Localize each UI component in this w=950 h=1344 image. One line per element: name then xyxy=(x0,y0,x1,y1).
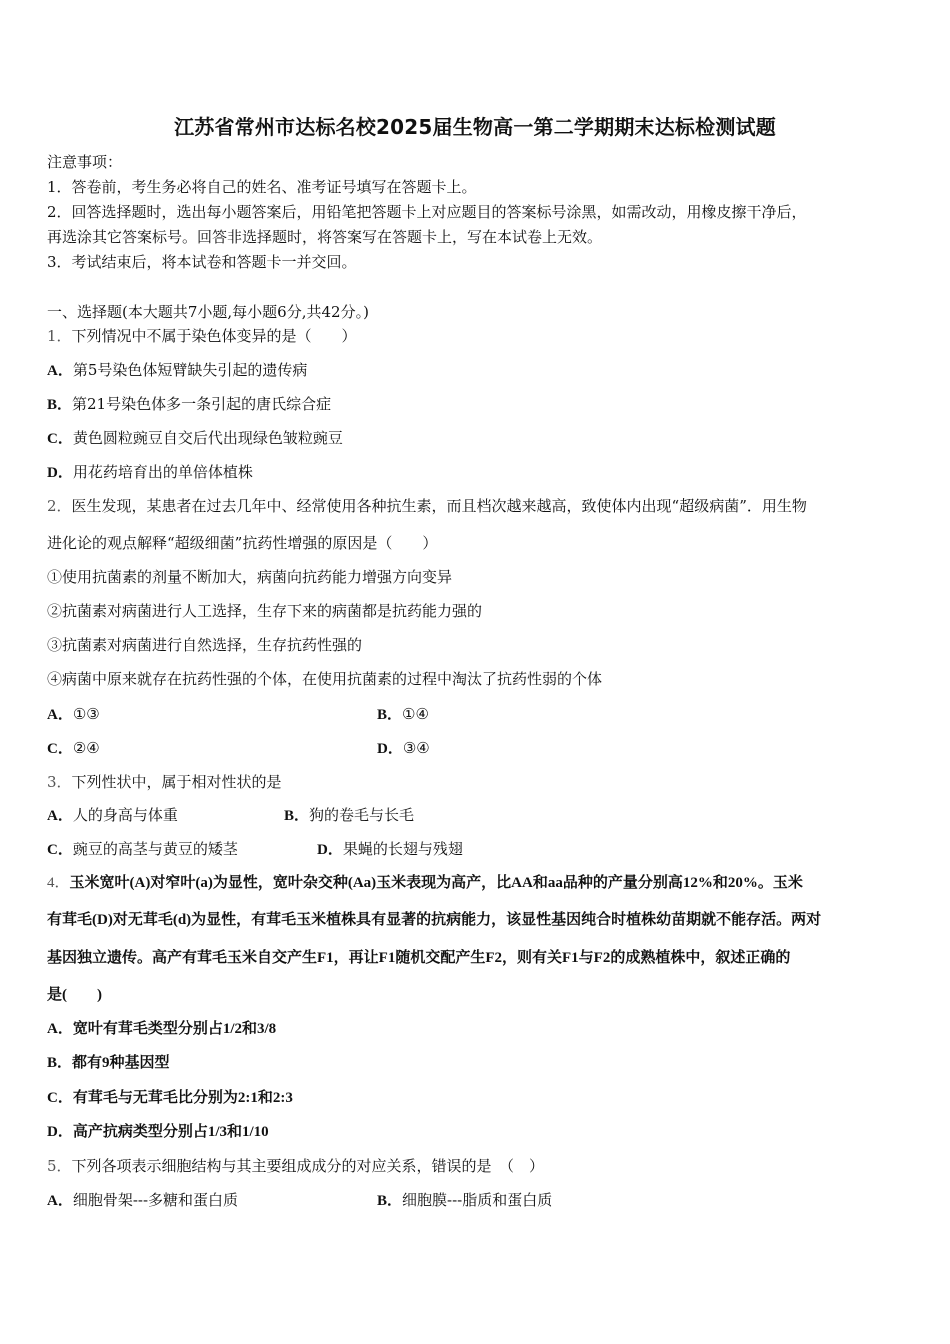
question-2-option-b xyxy=(377,705,429,724)
question-2-option-a xyxy=(47,705,100,724)
question-1-option-c xyxy=(47,429,343,448)
notice-heading: 注意事项： xyxy=(47,153,123,171)
option-text: 豌豆的高茎与黄豆的矮茎 xyxy=(72,840,238,858)
page-title: 江苏省常州市达标名校2025届生物高一第二学期期末达标检测试题 xyxy=(174,115,776,139)
option-label: B． xyxy=(377,707,403,723)
question-3-option-b xyxy=(284,806,414,825)
option-text: 有茸毛与无茸毛比分别为2:1和2:3 xyxy=(72,1090,293,1106)
option-label: D． xyxy=(377,741,403,757)
option-text: 第5号染色体短臂缺失引起的遗传病 xyxy=(72,361,308,379)
question-5-stem xyxy=(47,1157,544,1175)
question-2-statement-4: ④病菌中原来就存在抗药性强的个体，在使用抗菌素的过程中淘汰了抗药性弱的个体 xyxy=(47,670,603,688)
question-4-stem-line-1 xyxy=(47,874,803,892)
option-text: 都有9种基因型 xyxy=(72,1055,170,1071)
question-1-stem xyxy=(47,327,357,345)
question-3-option-c xyxy=(47,840,238,859)
option-label: A． xyxy=(47,363,73,379)
section-heading: 一、选择题(本大题共7小题,每小题6分,共42分。) xyxy=(47,303,369,321)
notice-item-2a: 2．回答选择题时，选出每小题答案后，用铅笔把答题卡上对应题目的答案标号涂黑，如需改动，用橡皮擦干净后， xyxy=(47,203,807,221)
notice-item-2b: 再选涂其它答案标号。回答非选择题时，将答案写在答题卡上，写在本试卷上无效。 xyxy=(47,228,603,246)
option-label: A． xyxy=(47,707,73,723)
question-2-text-1: 医生发现，某患者在过去几年中、经常使用各种抗生素，而且档次越来越高，致使体内出现“超级病菌”．用生物 xyxy=(71,497,807,515)
question-2-statement-3: ③抗菌素对病菌进行自然选择，生存抗药性强的 xyxy=(47,636,363,654)
question-2-statement-1: ①使用抗菌素的剂量不断加大，病菌向抗药能力增强方向变异 xyxy=(47,568,453,586)
option-label: A． xyxy=(47,1021,73,1037)
question-5-text: 下列各项表示细胞结构与其主要组成成分的对应关系，错误的是 （ ） xyxy=(71,1157,545,1175)
question-1-text: 下列情况中不属于染色体变异的是（ ） xyxy=(71,327,357,345)
option-text: ①④ xyxy=(402,705,429,723)
option-text: 第21号染色体多一条引起的唐氏综合症 xyxy=(72,395,332,413)
question-3-stem xyxy=(47,773,282,791)
option-label: A． xyxy=(47,808,73,824)
option-text: ①③ xyxy=(72,705,100,723)
option-text: 黄色圆粒豌豆自交后代出现绿色皱粒豌豆 xyxy=(72,429,343,447)
question-3-text: 下列性状中，属于相对性状的是 xyxy=(71,773,282,791)
question-2-number: 2． xyxy=(47,497,72,515)
question-3-option-a xyxy=(47,806,178,825)
option-text: 用花药培育出的单倍体植株 xyxy=(72,463,253,481)
option-label: C． xyxy=(47,1090,73,1106)
question-4-option-a xyxy=(47,1020,276,1038)
question-4-stem-line-4: 是( ) xyxy=(47,987,102,1003)
option-label: B． xyxy=(47,397,73,413)
question-2-stem-line-1 xyxy=(47,497,807,515)
option-text: ③④ xyxy=(402,739,430,757)
option-label: A． xyxy=(47,1193,73,1209)
option-text: ②④ xyxy=(72,739,100,757)
option-label: D． xyxy=(47,465,73,481)
option-label: B． xyxy=(47,1055,73,1071)
question-1-option-b xyxy=(47,395,331,414)
question-5-option-b xyxy=(377,1191,552,1210)
option-text: 人的身高与体重 xyxy=(72,806,178,824)
option-text: 高产抗病类型分别占1/3和1/10 xyxy=(72,1124,269,1140)
option-label: C． xyxy=(47,741,73,757)
question-4-option-b xyxy=(47,1054,170,1072)
option-label: C． xyxy=(47,842,73,858)
option-label: C． xyxy=(47,431,73,447)
question-1-option-a xyxy=(47,361,307,380)
question-3-number: 3． xyxy=(47,773,72,791)
question-4-text-1: 玉米宽叶(A)对窄叶(a)为显性，宽叶杂交种(Aa)玉米表现为高产，比AA和aa品种的产量分别高12%和20%。玉米 xyxy=(69,875,803,891)
question-2-option-c xyxy=(47,739,100,758)
option-text: 细胞骨架---多糖和蛋白质 xyxy=(72,1191,239,1209)
option-text: 宽叶有茸毛类型分别占1/2和3/8 xyxy=(72,1021,277,1037)
question-1-number: 1． xyxy=(47,327,72,345)
notice-item-3: 3．考试结束后，将本试卷和答题卡一并交回。 xyxy=(47,253,357,271)
question-3-option-d xyxy=(317,840,463,859)
option-text: 狗的卷毛与长毛 xyxy=(309,806,415,824)
question-4-option-c xyxy=(47,1089,293,1107)
question-1-option-d xyxy=(47,463,253,482)
option-text: 果蝇的长翅与残翅 xyxy=(342,840,463,858)
question-4-option-d xyxy=(47,1123,269,1141)
option-label: D． xyxy=(47,1124,73,1140)
option-label: D． xyxy=(317,842,343,858)
question-4-number: 4． xyxy=(47,875,70,891)
question-2-option-d xyxy=(377,739,430,758)
option-text: 细胞膜---脂质和蛋白质 xyxy=(402,1191,553,1209)
question-5-number: 5． xyxy=(47,1157,72,1175)
question-4-stem-line-2: 有茸毛(D)对无茸毛(d)为显性，有茸毛玉米植株具有显著的抗病能力，该显性基因纯合时植株幼苗期就不能存活。两对 xyxy=(47,912,822,928)
question-2-stem-line-2: 进化论的观点解释“超级细菌”抗药性增强的原因是（ ） xyxy=(47,534,438,552)
option-label: B． xyxy=(377,1193,403,1209)
question-5-option-a xyxy=(47,1191,238,1210)
question-4-stem-line-3: 基因独立遗传。高产有茸毛玉米自交产生F1，再让F1随机交配产生F2，则有关F1与F2的成熟植株中，叙述正确的 xyxy=(47,950,791,966)
question-2-statement-2: ②抗菌素对病菌进行人工选择，生存下来的病菌都是抗药能力强的 xyxy=(47,602,483,620)
notice-item-1: 1．答卷前，考生务必将自己的姓名、准考证号填写在答题卡上。 xyxy=(47,178,477,196)
option-label: B． xyxy=(284,808,310,824)
